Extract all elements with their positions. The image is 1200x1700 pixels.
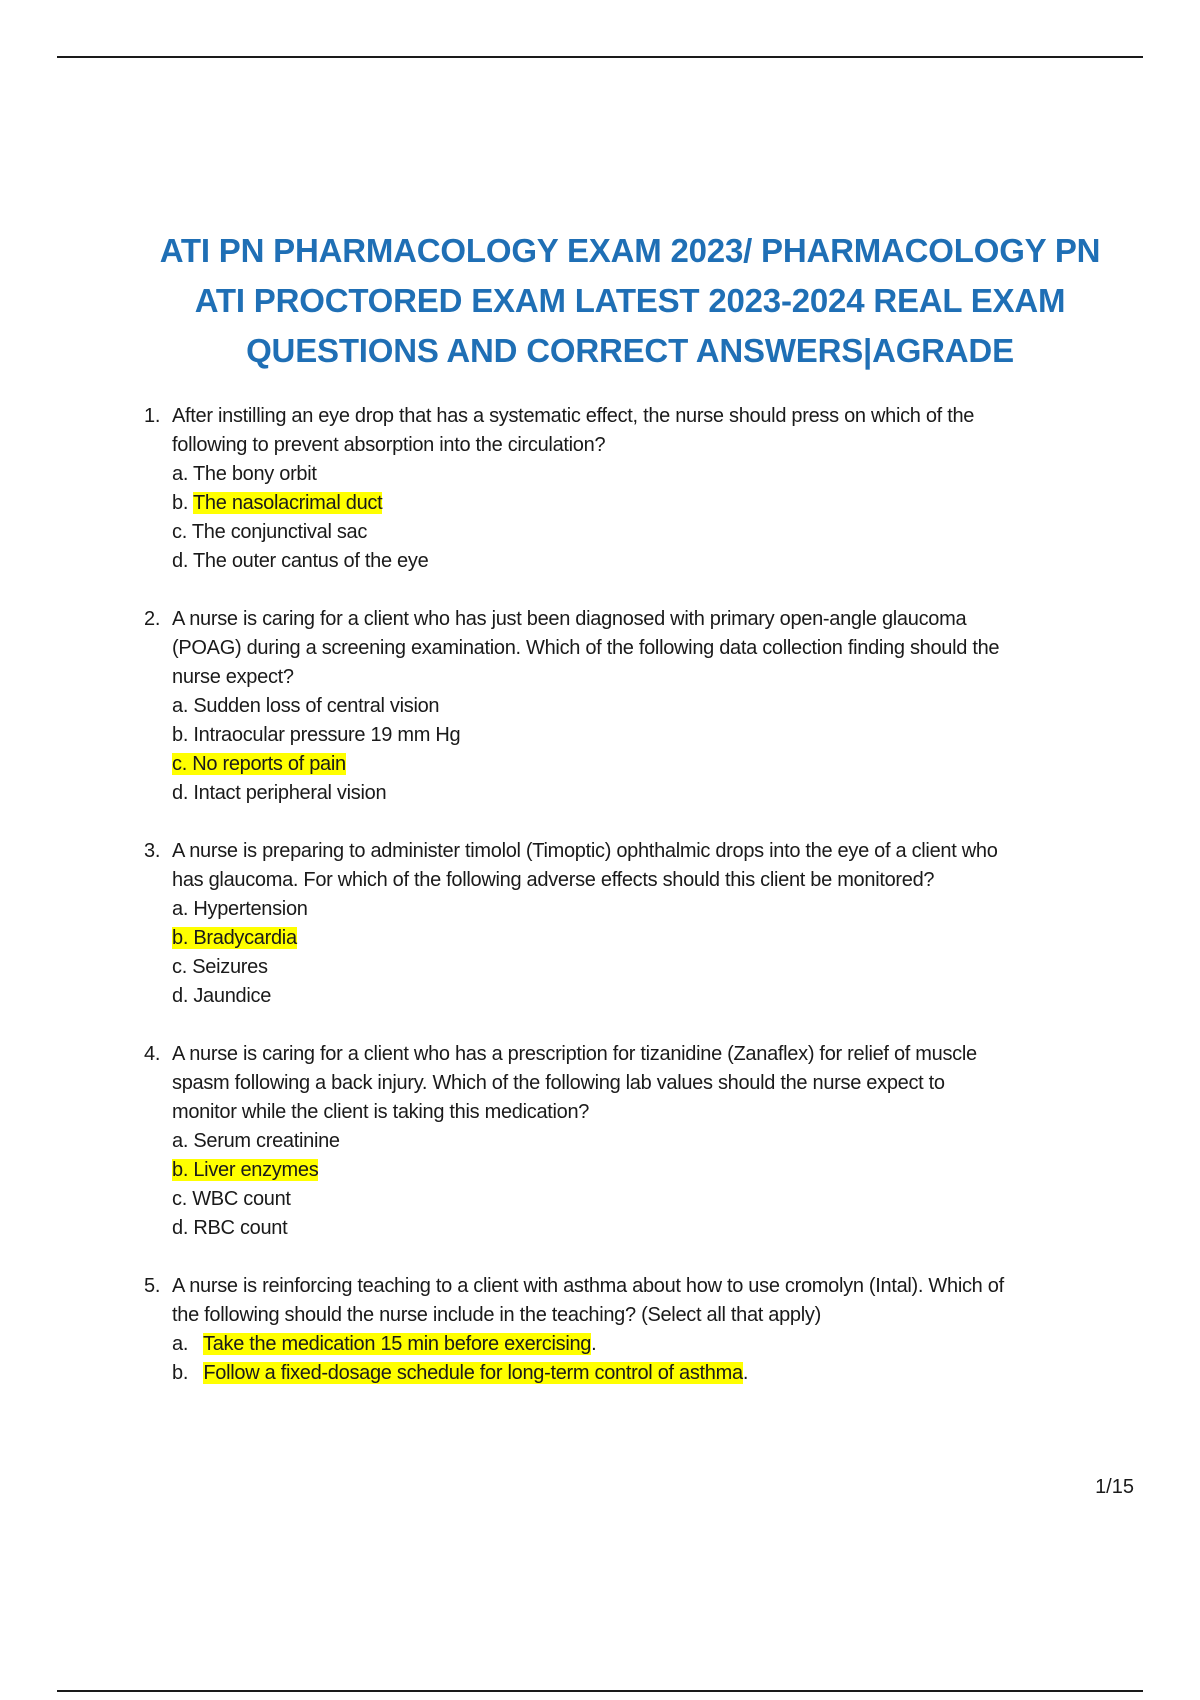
stem-line: A nurse is caring for a client who has just been diagnosed with primary open-angle glaucoma: [172, 608, 967, 630]
question-stem: [144, 837, 1154, 895]
option-letter: b.: [172, 1362, 189, 1384]
answer-options: [144, 692, 1154, 808]
highlighted-answer: [172, 753, 346, 775]
stem-line: has glaucoma. For which of the following adverse effects should this client be monitored?: [172, 869, 935, 891]
question-stem: [144, 402, 1154, 460]
option-letter: c.: [172, 753, 187, 775]
option-text: The bony orbit: [193, 463, 317, 485]
option-c-correct: [172, 750, 1154, 779]
question-number: 3.: [144, 840, 161, 862]
option-text: Hypertension: [193, 898, 308, 920]
question-2: [144, 605, 1154, 808]
option-suffix: .: [591, 1333, 597, 1355]
title-line: QUESTIONS AND CORRECT ANSWERS|AGRADE: [246, 332, 1014, 369]
document-title: [90, 226, 1170, 376]
option-a: [172, 895, 1154, 924]
stem-line: following to prevent absorption into the circulation?: [172, 434, 606, 456]
option-text: Sudden loss of central vision: [193, 695, 440, 717]
stem-line: the following should the nurse include in the teaching? (Select all that apply): [172, 1304, 821, 1326]
option-text: Serum creatinine: [193, 1130, 340, 1152]
option-letter: b.: [172, 927, 189, 949]
option-text: WBC count: [192, 1188, 291, 1210]
question-stem: [144, 1040, 1154, 1127]
top-rule: [57, 56, 1143, 58]
option-c: [172, 1185, 1154, 1214]
option-letter: a.: [172, 898, 189, 920]
option-text: Intact peripheral vision: [193, 782, 387, 804]
question-3: [144, 837, 1154, 1011]
option-b: [172, 721, 1154, 750]
option-letter: c.: [172, 1188, 187, 1210]
option-b-correct: [172, 1156, 1154, 1185]
question-number: 1.: [144, 405, 161, 427]
highlighted-answer: [172, 927, 297, 949]
page-number: 1/15: [1095, 1476, 1134, 1498]
option-a: [172, 1127, 1154, 1156]
title-line: ATI PN PHARMACOLOGY EXAM 2023/ PHARMACOLOGY PN: [159, 232, 1101, 269]
answer-options: [144, 1127, 1154, 1243]
option-d: [172, 547, 1154, 576]
option-text: Liver enzymes: [193, 1159, 319, 1181]
option-suffix: .: [742, 1362, 749, 1384]
stem-line: spasm following a back injury. Which of the following lab values should the nurse expect to: [172, 1072, 945, 1094]
option-c: [172, 518, 1154, 547]
option-text: Bradycardia: [193, 927, 297, 949]
option-d: [172, 779, 1154, 808]
option-letter: a.: [172, 1333, 189, 1355]
question-4: [144, 1040, 1154, 1243]
option-text: The outer cantus of the eye: [193, 550, 429, 572]
option-d: [172, 1214, 1154, 1243]
option-c: [172, 953, 1154, 982]
question-stem: [144, 1272, 1154, 1330]
title-line: ATI PROCTORED EXAM LATEST 2023-2024 REAL EXAM: [194, 282, 1066, 319]
option-a-correct: [172, 1330, 1154, 1359]
option-b-correct: [172, 924, 1154, 953]
option-a: [172, 460, 1154, 489]
option-text: Seizures: [192, 956, 268, 978]
answer-options: [144, 895, 1154, 1011]
bottom-rule: [57, 1690, 1143, 1692]
option-letter: a.: [172, 1130, 189, 1152]
option-letter: a.: [172, 695, 189, 717]
answer-options: [144, 1330, 1154, 1388]
option-letter: c.: [172, 521, 187, 543]
question-stem: [144, 605, 1154, 692]
highlighted-answer: [172, 1159, 318, 1181]
highlighted-answer: The nasolacrimal duct: [193, 492, 383, 514]
option-text: The conjunctival sac: [191, 521, 368, 543]
option-letter: b.: [172, 724, 189, 746]
option-b-correct: [172, 489, 1154, 518]
question-number: 2.: [144, 608, 161, 630]
option-letter: b.: [172, 1159, 189, 1181]
stem-line: After instilling an eye drop that has a systematic effect, the nurse should press on which of the: [172, 405, 975, 427]
highlighted-answer: Take the medication 15 min before exercising: [203, 1333, 592, 1355]
option-letter: d.: [172, 1217, 189, 1239]
stem-line: (POAG) during a screening examination. Which of the following data collection finding should the: [172, 637, 1000, 659]
stem-line: monitor while the client is taking this medication?: [172, 1101, 590, 1123]
question-number: 4.: [144, 1043, 161, 1065]
answer-options: [144, 460, 1154, 576]
option-d: [172, 982, 1154, 1011]
question-1: [144, 402, 1154, 576]
highlighted-answer: Follow a fixed-dosage schedule for long-term control of asthma: [203, 1362, 743, 1384]
option-letter: d.: [172, 550, 189, 572]
option-b-correct: [172, 1359, 1154, 1388]
option-letter: a.: [172, 463, 189, 485]
question-5: [144, 1272, 1154, 1388]
option-text: Intraocular pressure 19 mm Hg: [193, 724, 461, 746]
option-a: [172, 692, 1154, 721]
option-letter: c.: [172, 956, 187, 978]
option-letter: b.: [172, 492, 189, 514]
option-letter: d.: [172, 985, 189, 1007]
stem-line: A nurse is caring for a client who has a prescription for tizanidine (Zanaflex) for relief of muscle: [172, 1043, 977, 1065]
question-list: [144, 402, 1154, 1417]
option-text: RBC count: [193, 1217, 288, 1239]
question-number: 5.: [144, 1275, 161, 1297]
stem-line: A nurse is preparing to administer timolol (Timoptic) ophthalmic drops into the eye of a client who: [172, 840, 998, 862]
stem-line: nurse expect?: [172, 666, 294, 688]
option-text: Jaundice: [193, 985, 272, 1007]
option-letter: d.: [172, 782, 189, 804]
stem-line: A nurse is reinforcing teaching to a client with asthma about how to use cromolyn (Intal). Which of: [172, 1275, 1004, 1297]
option-text: No reports of pain: [192, 753, 346, 775]
